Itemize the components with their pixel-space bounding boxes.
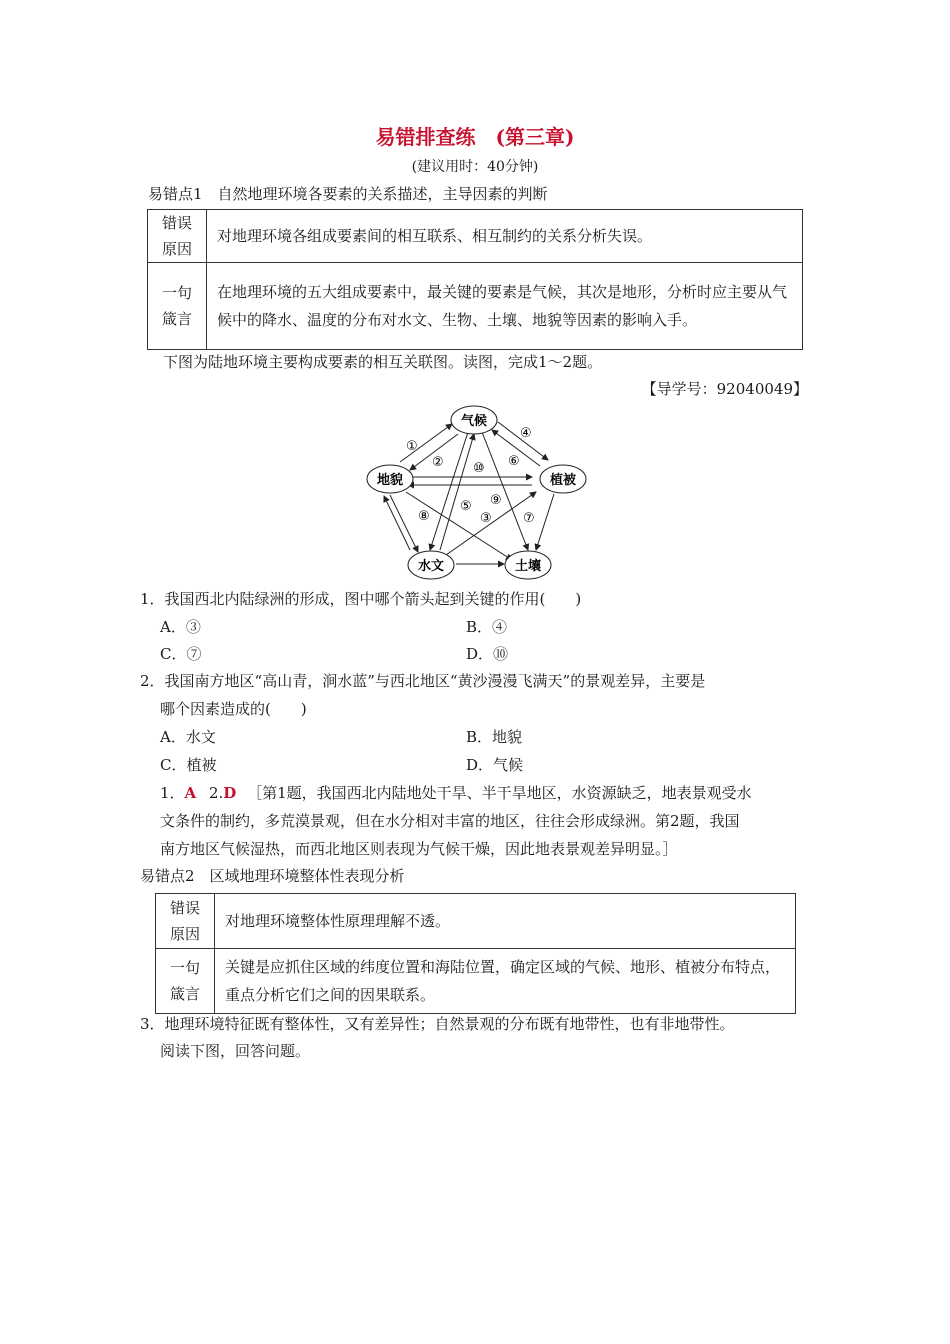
- motto-label-2: 一句 箴言: [156, 949, 215, 1014]
- arrow-water-land: [384, 496, 410, 550]
- q2-option-d: D．气候: [466, 756, 524, 774]
- label-8: ⑧: [418, 509, 430, 524]
- q2-option-c: C．植被: [160, 756, 217, 774]
- label-1: ①: [406, 439, 418, 454]
- arrow-climate-soil: [482, 432, 528, 550]
- motto-text-2: 关键是应抓住区域的纬度位置和海陆位置，确定区域的气候、地形、植被分布特点，重点分析它们之间的因果联系。: [215, 949, 796, 1014]
- label-6: ⑥: [508, 454, 520, 469]
- guide-number: 【导学号：92040049】: [641, 380, 808, 398]
- suggested-time: (建议用时：40分钟): [411, 159, 539, 175]
- motto-text: 在地理环境的五大组成要素中，最关键的要素是气候，其次是地形，分析时应主要从气候中的降水、温度的分布对水文、生物、土壤、地貌等因素的影响入手。: [207, 263, 803, 350]
- q1-option-a: A．③: [160, 618, 201, 636]
- arrow-5: [430, 432, 468, 550]
- question-2-stem-line2: 哪个因素造成的( ): [160, 700, 307, 718]
- error-cause-text-2: 对地理环境整体性原理理解不透。: [215, 894, 796, 949]
- section2-heading: 易错点2 区域地理环境整体性表现分析: [140, 867, 405, 885]
- node-climate-label: 气候: [460, 414, 488, 429]
- error-cause-label-2: 错误 原因: [156, 894, 215, 949]
- label-9: ⑨: [490, 493, 502, 508]
- explanation-line3: 南方地区气候湿热，而西北地区则表现为气候干燥，因此地表景观差异明显。］: [160, 840, 678, 858]
- motto-label: 一句 箴言: [148, 263, 207, 350]
- question-1-stem: 1．我国西北内陆绿洲的形成，图中哪个箭头起到关键的作用( ): [140, 590, 582, 608]
- relationship-diagram: [360, 400, 600, 585]
- label-5: ⑤: [460, 499, 472, 514]
- answer-line1: [160, 782, 752, 803]
- q1-option-c: C．⑦: [160, 645, 202, 663]
- diagram-arrow-labels: [406, 426, 535, 526]
- question-3-line2: 阅读下图，回答问题。: [160, 1042, 311, 1060]
- section1-heading: 易错点1 自然地理环境各要素的关系描述，主导因素的判断: [148, 185, 548, 203]
- explanation-line1: ［第1题，我国西北内陆地处干旱、半干旱地区，水资源缺乏，地表景观受水: [247, 784, 752, 802]
- answer-2: D: [223, 784, 237, 802]
- error-cause-text: 对地理环境各组成要素间的相互联系、相互制约的关系分析失误。: [207, 210, 803, 263]
- q2-option-a: A．水文: [160, 728, 216, 746]
- node-vegetation-label: 植被: [549, 473, 577, 488]
- q1-option-d: D．⑩: [466, 645, 509, 663]
- diagram-nodes: [367, 406, 586, 579]
- node-landform-label: 地貌: [376, 473, 404, 488]
- q1-option-b: B．④: [466, 618, 508, 636]
- answer-1-label: 1．: [160, 784, 185, 802]
- question-2-stem-line1: 2．我国南方地区“高山青，涧水蓝”与西北地区“黄沙漫漫飞满天”的景观差异，主要是: [140, 672, 706, 690]
- label-10: ⑩: [473, 461, 485, 476]
- diagram-intro: 下图为陆地环境主要构成要素的相互关联图。读图，完成1～2题。: [163, 353, 603, 371]
- section1-table: [147, 209, 803, 350]
- label-2: ②: [432, 455, 444, 470]
- question-3-line1: 3．地理环境特征既有整体性，又有差异性；自然景观的分布既有地带性，也有非地带性。: [140, 1015, 735, 1033]
- answer-2-label: 2.: [208, 784, 224, 802]
- label-4: ④: [520, 426, 532, 441]
- label-7: ⑦: [523, 511, 535, 526]
- node-soil-label: 土壤: [514, 559, 542, 574]
- explanation-line2: 文条件的制约，多荒漠景观，但在水分相对丰富的地区，往往会形成绿洲。第2题，我国: [160, 812, 740, 830]
- arrow-7: [536, 494, 554, 550]
- section2-table: [155, 893, 796, 1014]
- label-3: ③: [480, 511, 492, 526]
- node-hydrology-label: 水文: [417, 559, 445, 574]
- page-title: 易错排查练 (第三章): [375, 125, 575, 149]
- q2-option-b: B．地貌: [466, 728, 523, 746]
- answer-1: A: [184, 784, 197, 802]
- error-cause-label: 错误 原因: [148, 210, 207, 263]
- arrow-8: [390, 495, 418, 552]
